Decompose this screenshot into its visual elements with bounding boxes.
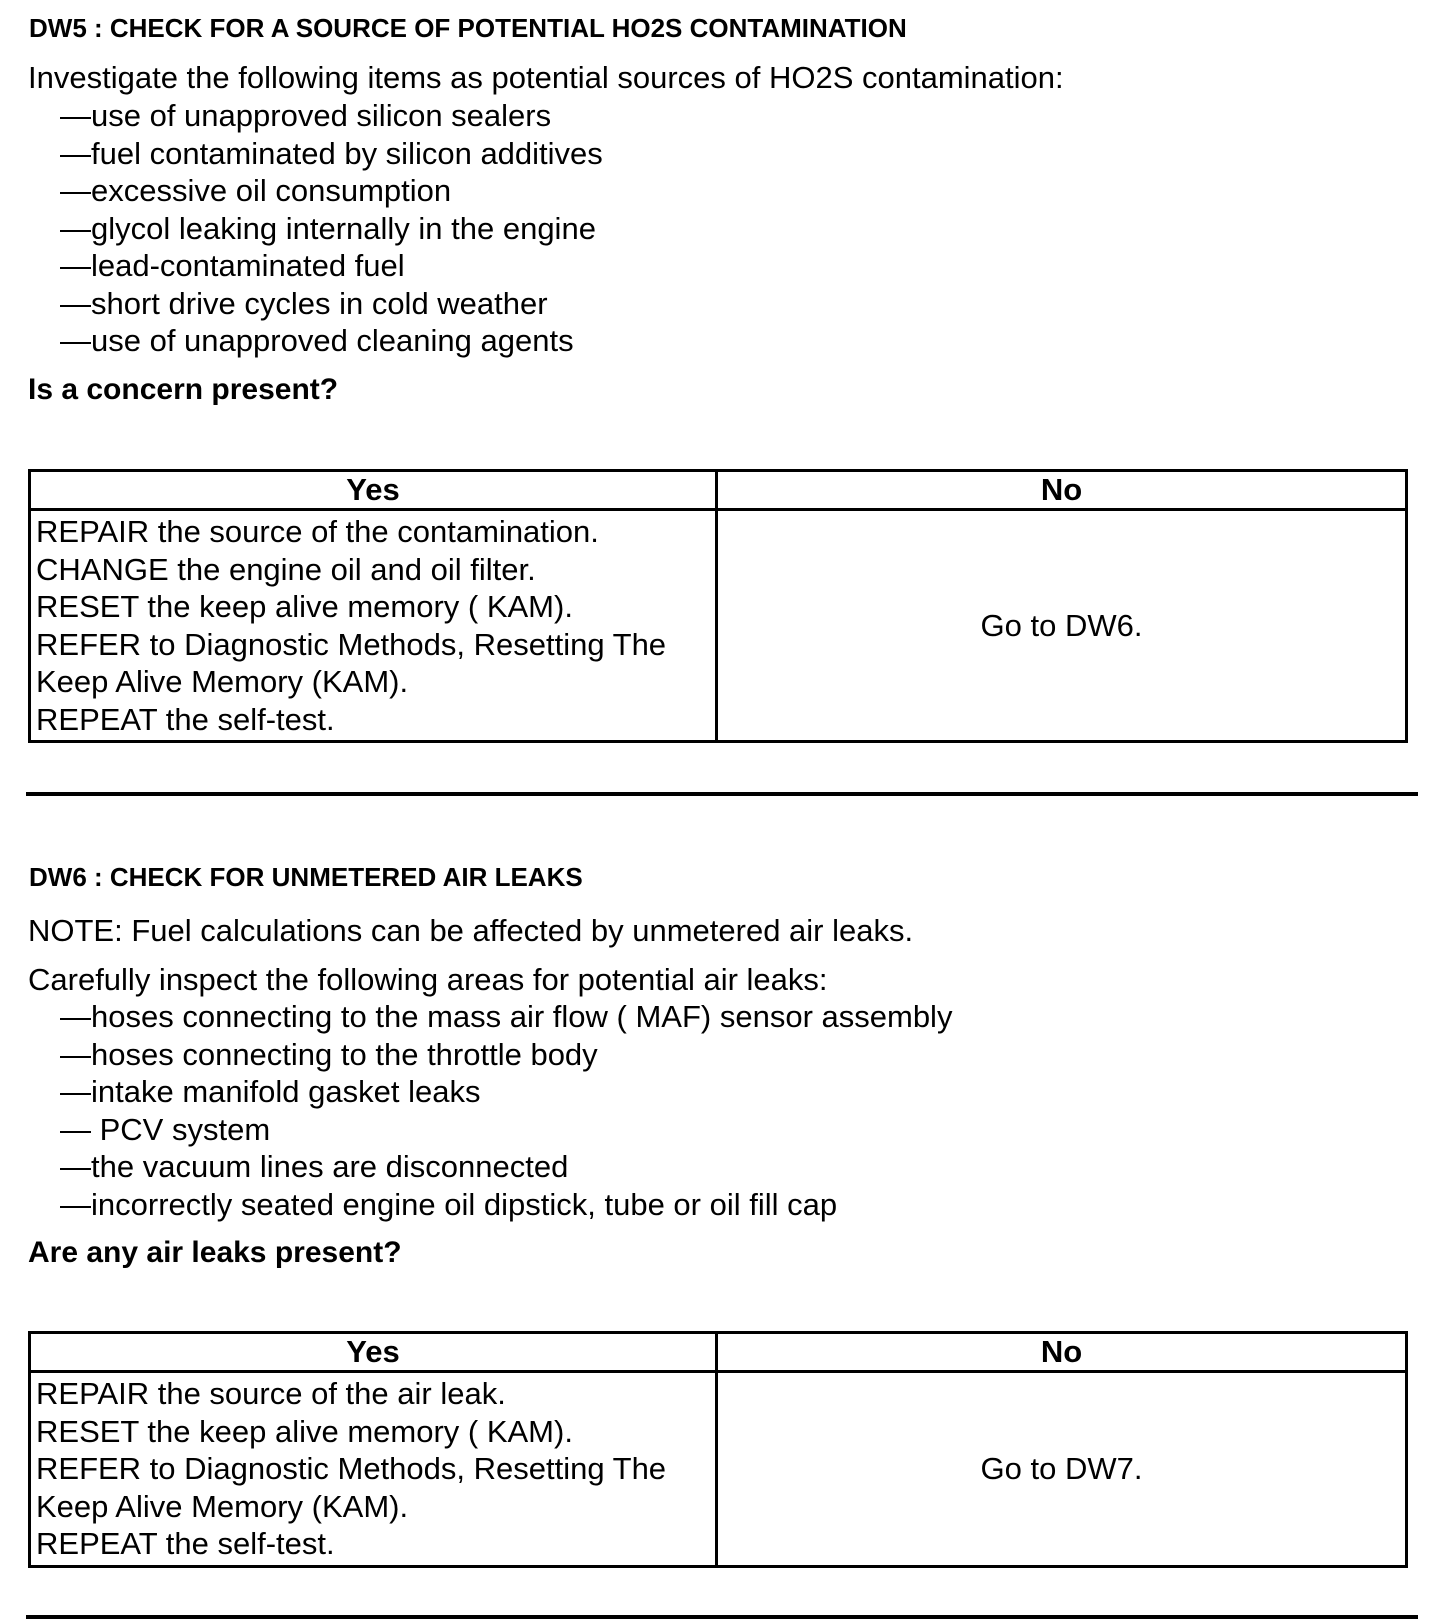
list-item: —incorrectly seated engine oil dipstick, tube or oil fill cap bbox=[60, 1186, 838, 1222]
no-action-cell: Go to DW6. bbox=[717, 510, 1407, 742]
step-intro-dw5: Investigate the following items as potential sources of HO2S contamination: bbox=[28, 60, 1064, 95]
yes-action-line: CHANGE the engine oil and oil filter. bbox=[36, 551, 536, 587]
section-divider bbox=[26, 792, 1418, 796]
step-note-dw6: NOTE: Fuel calculations can be affected by unmetered air leaks. bbox=[28, 913, 914, 948]
list-item: — PCV system bbox=[60, 1111, 271, 1147]
yes-action-line: Keep Alive Memory (KAM). bbox=[36, 1488, 409, 1524]
list-item: —the vacuum lines are disconnected bbox=[60, 1149, 569, 1184]
yes-action-cell bbox=[30, 510, 717, 742]
contamination-source-list bbox=[28, 97, 603, 360]
list-item: —short drive cycles in cold weather bbox=[60, 285, 548, 321]
yes-action-line: REPEAT the self-test. bbox=[36, 1526, 335, 1561]
step-title-dw6: DW6 : CHECK FOR UNMETERED AIR LEAKS bbox=[29, 862, 583, 892]
yes-no-table-dw6 bbox=[28, 1331, 1408, 1568]
list-item: —hoses connecting to the throttle body bbox=[60, 1036, 598, 1072]
yes-header: Yes bbox=[30, 471, 717, 510]
list-item: —lead-contaminated fuel bbox=[60, 248, 405, 283]
yes-header: Yes bbox=[30, 1333, 717, 1372]
list-item: —use of unapproved cleaning agents bbox=[60, 323, 574, 358]
list-item: —intake manifold gasket leaks bbox=[60, 1074, 481, 1109]
step-question-dw5: Is a concern present? bbox=[28, 373, 339, 406]
yes-action-line: REPEAT the self-test. bbox=[36, 701, 335, 737]
yes-action-cell bbox=[30, 1372, 717, 1567]
list-item: —fuel contaminated by silicon additives bbox=[60, 135, 603, 171]
no-action-cell: Go to DW7. bbox=[717, 1372, 1407, 1567]
list-item: —glycol leaking internally in the engine bbox=[60, 210, 596, 246]
no-header: No bbox=[717, 471, 1407, 510]
yes-action-line: REPAIR the source of the contamination. bbox=[36, 514, 599, 549]
yes-action-line: RESET the keep alive memory ( KAM). bbox=[36, 1413, 573, 1449]
no-header: No bbox=[717, 1333, 1407, 1372]
yes-action-line: REPAIR the source of the air leak. bbox=[36, 1376, 506, 1411]
yes-action-line: REFER to Diagnostic Methods, Resetting The bbox=[36, 1451, 667, 1486]
section-divider bbox=[26, 1615, 1418, 1619]
step-intro-dw6: Carefully inspect the following areas for potential air leaks: bbox=[28, 962, 828, 997]
list-item: —hoses connecting to the mass air flow ( MAF) sensor assembly bbox=[60, 999, 953, 1034]
yes-action-line: RESET the keep alive memory ( KAM). bbox=[36, 589, 573, 624]
list-item: —excessive oil consumption bbox=[60, 173, 452, 208]
step-title-dw5: DW5 : CHECK FOR A SOURCE OF POTENTIAL HO2S CONTAMINATION bbox=[29, 13, 907, 43]
yes-action-line: Keep Alive Memory (KAM). bbox=[36, 664, 409, 699]
air-leak-area-list bbox=[28, 998, 952, 1223]
step-question-dw6: Are any air leaks present? bbox=[28, 1236, 402, 1269]
list-item: —use of unapproved silicon sealers bbox=[60, 98, 552, 133]
yes-action-line: REFER to Diagnostic Methods, Resetting The bbox=[36, 626, 667, 662]
yes-no-table-dw5 bbox=[28, 469, 1408, 743]
